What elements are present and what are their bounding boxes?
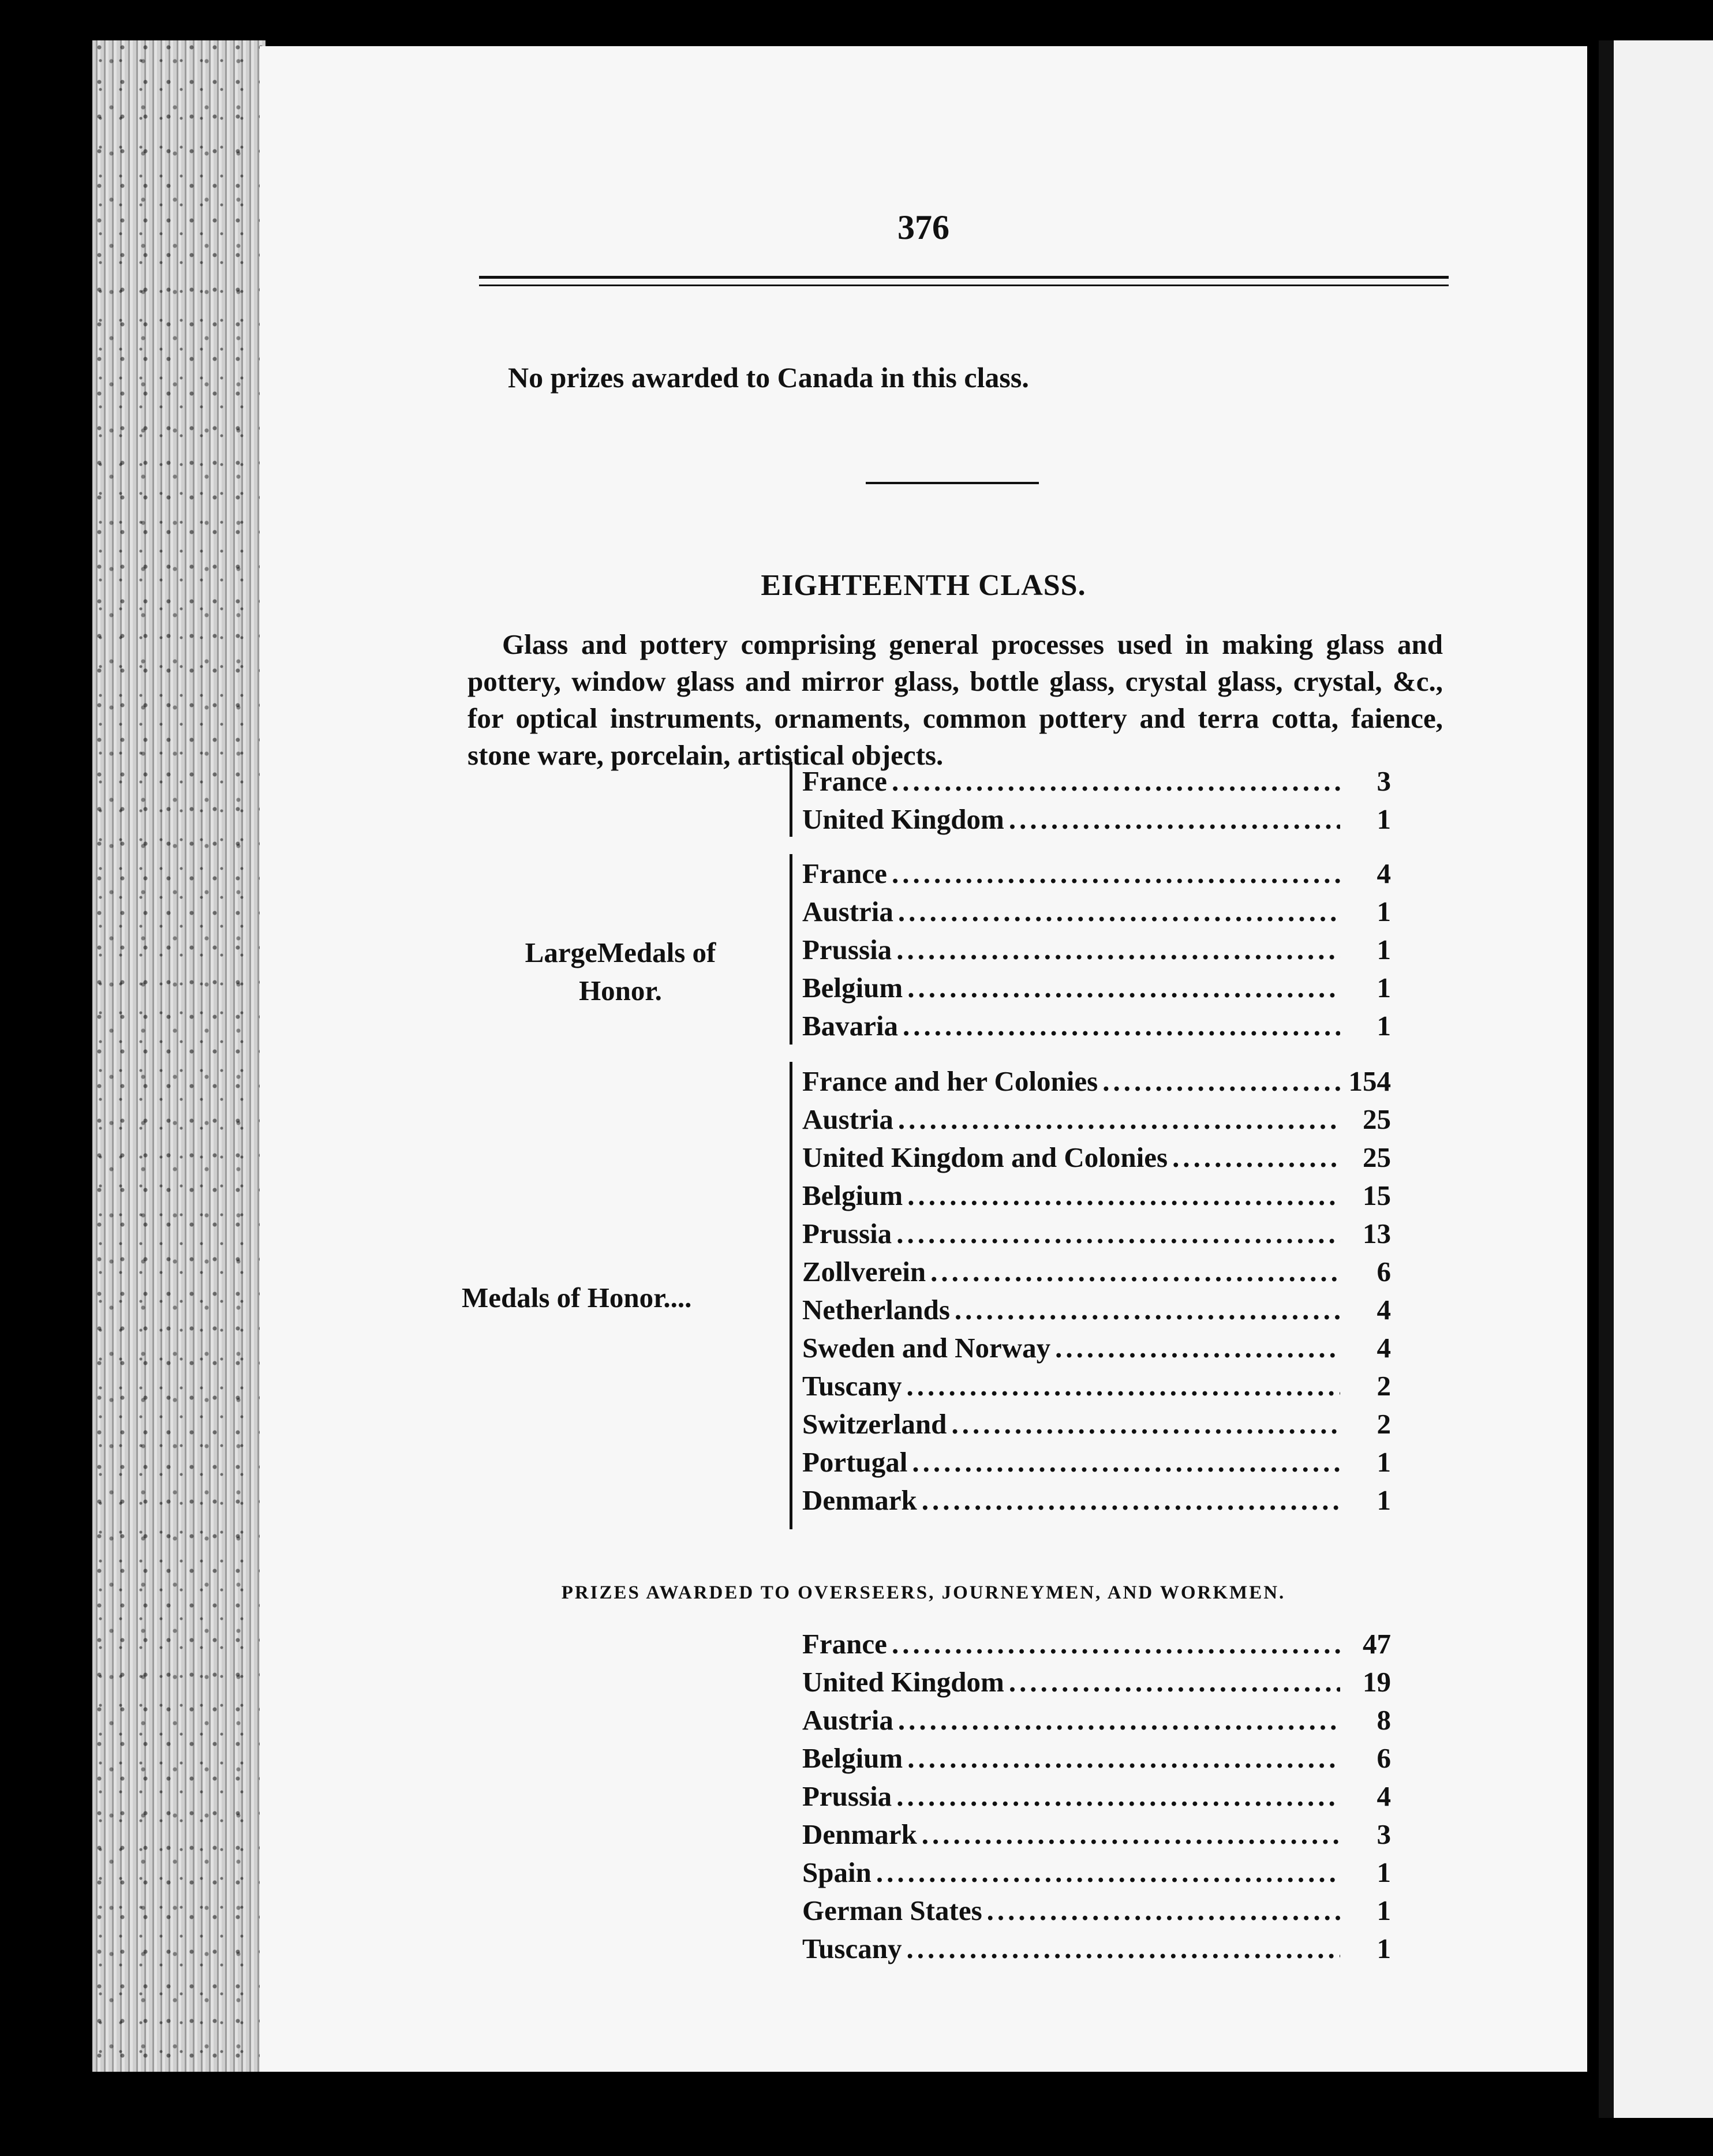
dot-leader <box>955 1293 1340 1326</box>
country-name: Austria <box>802 1103 893 1135</box>
award-count: 25 <box>1363 1103 1391 1135</box>
dot-leader <box>892 1627 1340 1660</box>
country-name: United Kingdom <box>802 1666 1004 1698</box>
award-count: 19 <box>1363 1666 1391 1698</box>
table-row <box>802 1331 1391 1369</box>
table-row <box>802 1369 1391 1408</box>
country-name: United Kingdom and Colonies <box>802 1141 1168 1173</box>
table-row <box>802 1780 1391 1818</box>
country-name: France <box>802 858 887 889</box>
table-row <box>802 1856 1391 1894</box>
dot-leader <box>987 1894 1340 1927</box>
award-count: 6 <box>1377 1742 1391 1774</box>
table-row <box>802 933 1391 971</box>
facing-page-edge <box>1599 40 1713 2118</box>
award-count: 15 <box>1363 1180 1391 1211</box>
table-row <box>802 1627 1391 1665</box>
table-row <box>802 1065 1391 1103</box>
award-count: 4 <box>1377 1332 1391 1364</box>
dot-leader <box>898 1103 1340 1136</box>
table-row <box>802 1742 1391 1780</box>
award-count: 1 <box>1377 1856 1391 1888</box>
award-count: 1 <box>1377 1446 1391 1478</box>
table-row <box>802 1103 1391 1141</box>
dot-leader <box>907 1742 1340 1775</box>
country-name: Switzerland <box>802 1408 947 1440</box>
country-name: France <box>802 1628 887 1660</box>
brace-large-medals <box>790 854 792 1045</box>
dot-leader <box>1055 1331 1340 1364</box>
table-row <box>802 803 1391 841</box>
intro-note: No prizes awarded to Canada in this class. <box>508 361 1029 394</box>
dot-leader <box>907 1369 1340 1402</box>
country-name: German States <box>802 1895 982 1926</box>
dot-leader <box>892 765 1340 798</box>
country-name: Bavaria <box>802 1010 899 1042</box>
award-count: 47 <box>1363 1628 1391 1660</box>
dot-leader <box>907 1932 1340 1965</box>
country-name: Tuscany <box>802 1933 902 1964</box>
award-count: 25 <box>1363 1141 1391 1173</box>
dot-leader <box>951 1408 1340 1440</box>
class-description: Glass and pottery comprising general processes used in making glass and pottery, window glass and mirror glass, bottle glass, crystal glass, crystal, &c., for optical instruments, ornaments, common pottery and terra cotta, faience, stone ware, porcelain, artistical objects. <box>467 628 1443 771</box>
award-count: 2 <box>1377 1370 1391 1402</box>
award-count: 13 <box>1363 1218 1391 1249</box>
table-row <box>802 1293 1391 1331</box>
award-count: 1 <box>1377 934 1391 965</box>
prizes-heading: PRIZES AWARDED TO OVERSEERS, JOURNEYMEN, AND WORKMEN. <box>561 1582 1286 1603</box>
country-name: Tuscany <box>802 1370 902 1402</box>
table-row <box>802 971 1391 1009</box>
book-page-edges <box>92 40 265 2072</box>
award-count: 1 <box>1377 972 1391 1004</box>
large-medals-label-line2: Honor. <box>579 975 662 1006</box>
award-count: 4 <box>1377 858 1391 889</box>
country-name: France and her Colonies <box>802 1065 1098 1097</box>
award-count: 3 <box>1377 765 1391 797</box>
dot-leader <box>907 971 1340 1004</box>
table-row <box>802 1932 1391 1970</box>
award-count: 3 <box>1377 1818 1391 1850</box>
dot-leader <box>876 1856 1340 1889</box>
country-name: Zollverein <box>802 1256 926 1287</box>
country-name: Prussia <box>802 934 892 965</box>
dot-leader <box>898 895 1340 928</box>
book-page <box>260 46 1587 2072</box>
dot-leader <box>896 1780 1340 1813</box>
dot-leader <box>1009 1665 1340 1698</box>
table-row <box>802 1408 1391 1446</box>
country-name: Portugal <box>802 1446 908 1478</box>
award-count: 1 <box>1377 896 1391 927</box>
country-name: United Kingdom <box>802 803 1004 835</box>
country-name: Denmark <box>802 1818 917 1850</box>
header-rule <box>479 276 1449 286</box>
class-title: EIGHTEENTH CLASS. <box>761 569 1086 602</box>
table-row <box>802 1446 1391 1484</box>
dot-leader <box>907 1179 1340 1212</box>
dot-leader <box>922 1484 1340 1517</box>
brace-medals <box>790 1062 792 1529</box>
brace-top <box>790 762 792 837</box>
dot-leader <box>930 1255 1340 1288</box>
award-count: 2 <box>1377 1408 1391 1440</box>
table-row <box>802 1704 1391 1742</box>
country-name: Prussia <box>802 1218 892 1249</box>
table-row <box>802 1818 1391 1856</box>
award-count: 4 <box>1377 1780 1391 1812</box>
table-row <box>802 1484 1391 1522</box>
table-row <box>802 895 1391 933</box>
medals-label: Medals of Honor.... <box>462 1282 692 1313</box>
table-row <box>802 1179 1391 1217</box>
country-name: France <box>802 765 887 797</box>
award-count: 8 <box>1377 1704 1391 1736</box>
page-number: 376 <box>897 208 949 246</box>
country-name: Belgium <box>802 972 903 1004</box>
table-row <box>802 1141 1391 1179</box>
country-name: Austria <box>802 896 893 927</box>
dot-leader <box>922 1818 1340 1851</box>
award-count: 1 <box>1377 1484 1391 1516</box>
dot-leader <box>912 1446 1340 1478</box>
award-count: 1 <box>1377 1895 1391 1926</box>
award-count: 1 <box>1377 1010 1391 1042</box>
dot-leader <box>892 857 1340 890</box>
award-count: 6 <box>1377 1256 1391 1287</box>
table-row <box>802 1665 1391 1704</box>
country-name: Belgium <box>802 1742 903 1774</box>
section-divider <box>866 482 1039 484</box>
table-row <box>802 1894 1391 1932</box>
table-row <box>802 1217 1391 1255</box>
award-count: 4 <box>1377 1294 1391 1326</box>
country-name: Austria <box>802 1704 893 1736</box>
dot-leader <box>896 1217 1340 1250</box>
award-count: 1 <box>1377 803 1391 835</box>
table-row <box>802 1255 1391 1293</box>
table-row <box>802 1009 1391 1047</box>
country-name: Sweden and Norway <box>802 1332 1051 1364</box>
award-count: 1 <box>1377 1933 1391 1964</box>
country-name: Belgium <box>802 1180 903 1211</box>
dot-leader <box>898 1704 1340 1736</box>
dot-leader <box>896 933 1340 966</box>
large-medals-label-line1: LargeMedals of <box>525 937 716 968</box>
award-count: 154 <box>1348 1065 1391 1097</box>
dot-leader <box>903 1009 1340 1042</box>
country-name: Netherlands <box>802 1294 950 1326</box>
dot-leader <box>1172 1141 1340 1174</box>
country-name: Denmark <box>802 1484 917 1516</box>
dot-leader <box>1009 803 1340 836</box>
table-row <box>802 765 1391 803</box>
country-name: Spain <box>802 1856 872 1888</box>
country-name: Prussia <box>802 1780 892 1812</box>
dot-leader <box>1102 1065 1340 1098</box>
table-row <box>802 857 1391 895</box>
